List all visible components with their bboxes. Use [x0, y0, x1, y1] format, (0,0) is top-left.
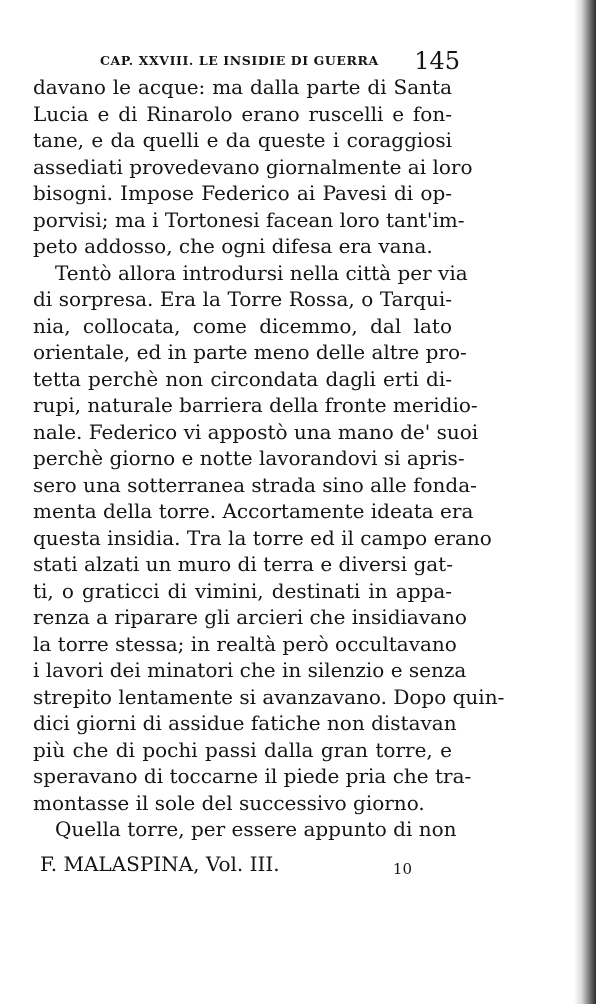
text-line: Lucia e di Rinarolo erano ruscelli e fon- [33, 101, 452, 126]
page-number: 145 [414, 47, 460, 75]
text-line: tane, e da quelli e da queste i coraggiosi [33, 128, 452, 152]
text-line: nale. Federico vi appostò una mano de' suoi [33, 419, 479, 444]
text-line: i lavori dei minatori che in silenzio e senza [33, 658, 467, 682]
text-line: tetta perchè non circondata dagli erti di- [33, 366, 452, 391]
text-line: sero una sotterranea strada sino alle fonda- [33, 472, 477, 497]
text-line: porvisi; ma i Tortonesi facean loro tant'im- [33, 207, 465, 232]
page-header [88, 47, 460, 75]
text-line: davano le acque: ma dalla parte di Santa [33, 75, 452, 99]
text-line: questa insidia. Tra la torre ed il campo erano [33, 525, 492, 550]
page-gutter-shadow [574, 0, 596, 1004]
text-line: la torre stessa; in realtà però occultavano [33, 631, 457, 656]
text-line: rupi, naturale barriera della fronte meridio- [33, 393, 478, 417]
text-line: di sorpresa. Era la Torre Rossa, o Tarqui- [33, 287, 452, 311]
text-line: orientale, ed in parte meno delle altre pro- [33, 340, 467, 364]
page-footer [40, 852, 412, 880]
text-line: menta della torre. Accortamente ideata era [33, 499, 474, 523]
text-line: perchè giorno e notte lavorandovi si apris- [33, 446, 465, 470]
signature-mark: 10 [392, 860, 412, 878]
body-text [33, 74, 505, 843]
text-line: Quella torre, per essere appunto di non [55, 817, 457, 841]
text-line: strepito lentamente si avanzavano. Dopo quin- [33, 684, 505, 709]
printer-signature: F. MALASPINA, Vol. III. [40, 852, 280, 876]
text-line: stati alzati un muro di terra e diversi gat- [33, 552, 453, 576]
running-head: CAP. XXVIII. LE INSIDIE DI GUERRA [100, 53, 379, 68]
text-line: peto addosso, che ogni difesa era vana. [33, 234, 433, 258]
text-line: ti, o graticci di vimini, destinati in appa- [33, 578, 452, 603]
text-line: bisogni. Impose Federico ai Pavesi di op- [33, 181, 452, 205]
text-line: speravano di toccarne il piede pria che tra- [33, 764, 472, 788]
text-line: dici giorni di assidue fatiche non distavan [33, 711, 457, 735]
text-line: più che di pochi passi dalla gran torre, e [33, 737, 452, 762]
text-line: renza a riparare gli arcieri che insidiavano [33, 605, 467, 629]
text-line: assediati provedevano giornalmente ai loro [33, 154, 473, 179]
text-line: montasse il sole del successivo giorno. [33, 790, 425, 815]
text-line: nia, collocata, come dicemmo, dal lato [33, 313, 452, 338]
text-line: Tentò allora introdursi nella città per via [55, 260, 468, 285]
